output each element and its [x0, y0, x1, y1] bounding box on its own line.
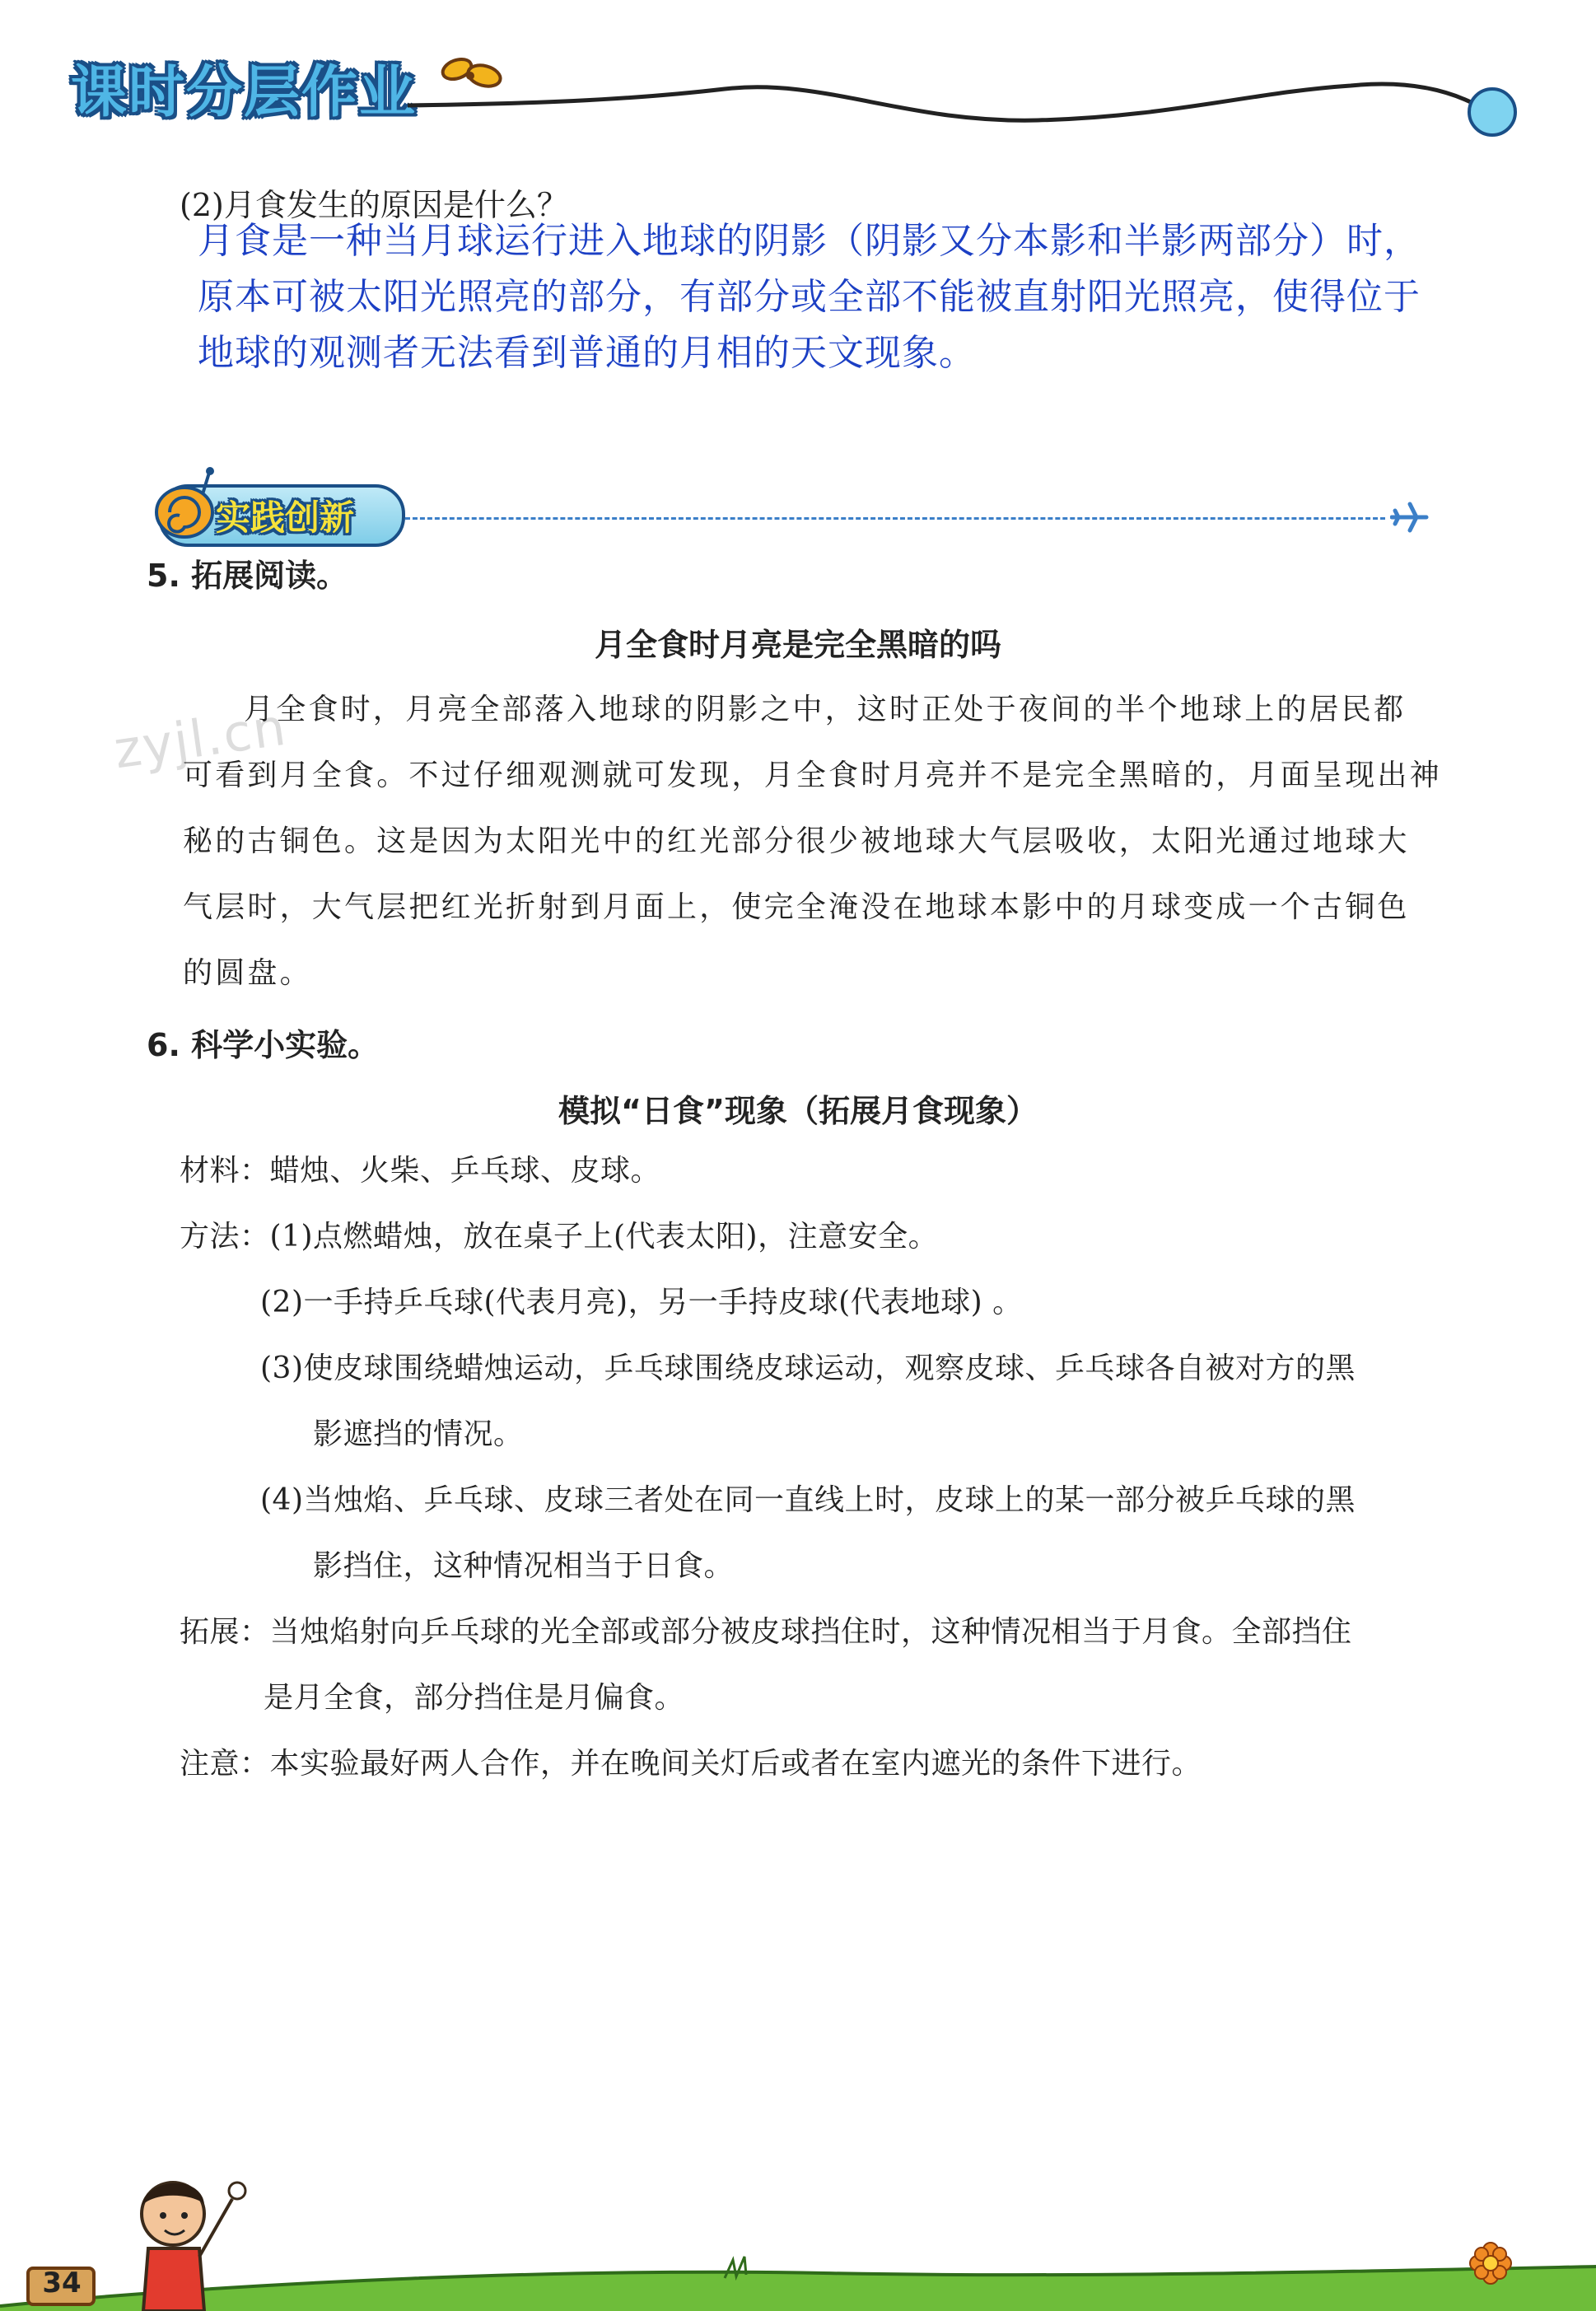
header-decoration — [0, 0, 1596, 165]
method-step-3a: (3)使皮球围绕蜡烛运动，乒乓球围绕皮球运动，观察皮球、乒乓球各自被对方的黑 — [260, 1352, 1356, 1385]
section-label: 实践创新 — [216, 497, 355, 538]
globe-icon — [1469, 89, 1515, 135]
answer-line-1: 月食是一种当月球运行进入地球的阴影（阴影又分本影和半影两部分）时， — [198, 220, 1421, 262]
question-2-prompt: (2)月食发生的原因是什么？ — [180, 187, 568, 223]
airplane-icon — [1390, 501, 1430, 534]
item-6-title: 模拟“日食”现象（拓展月食现象） — [558, 1093, 1038, 1129]
reading-line-1: 月全食时，月亮全部落入地球的阴影之中，这时正处于夜间的半个地球上的居民都 — [244, 693, 1407, 726]
answer-line-2: 原本可被太阳光照亮的部分，有部分或全部不能被直射阳光照亮，使得位于 — [198, 276, 1421, 318]
answer-line-3: 地球的观测者无法看到普通的月相的天文现象。 — [198, 332, 976, 374]
item-5-heading: 5. 拓展阅读。 — [147, 558, 348, 594]
note-line: 注意：本实验最好两人合作，并在晚间关灯后或者在室内遮光的条件下进行。 — [180, 1747, 1202, 1781]
method-step-1: 方法：(1)点燃蜡烛，放在桌子上(代表太阳)，注意安全。 — [180, 1220, 939, 1254]
flower-icon — [1466, 2240, 1515, 2298]
reading-line-3: 秘的古铜色。这是因为太阳光中的红光部分很少被地球大气层吸收，太阳光通过地球大 — [183, 824, 1410, 858]
reading-line-4: 气层时，大气层把红光折射到月面上，使完全淹没在地球本影中的月球变成一个古铜色 — [183, 890, 1410, 924]
method-step-4a: (4)当烛焰、乒乓球、皮球三者处在同一直线上时，皮球上的某一部分被乒乓球的黑 — [260, 1483, 1356, 1517]
reading-line-5: 的圆盘。 — [183, 956, 312, 990]
header-title: 课时分层作业 — [71, 60, 418, 125]
snail-icon — [145, 461, 227, 544]
item-6-heading: 6. 科学小实验。 — [147, 1027, 380, 1063]
materials-line: 材料：蜡烛、火柴、乒乓球、皮球。 — [180, 1154, 661, 1188]
method-step-3b: 影遮挡的情况。 — [313, 1417, 524, 1451]
butterfly-icon — [440, 56, 502, 90]
method-step-2: (2)一手持乒乓球(代表月亮)，另一手持皮球(代表地球) 。 — [260, 1286, 1023, 1319]
extension-line-a: 拓展：当烛焰射向乒乓球的光全部或部分被皮球挡住时，这种情况相当于月食。全部挡住 — [180, 1615, 1352, 1649]
page-number: 34 — [42, 2267, 82, 2299]
item-5-title: 月全食时月亮是完全黑暗的吗 — [594, 627, 1001, 663]
extension-line-b: 是月全食，部分挡住是月偏食。 — [264, 1681, 685, 1715]
boy-illustration — [124, 2166, 264, 2311]
reading-line-2: 可看到月全食。不过仔细观测就可发现，月全食时月亮并不是完全黑暗的，月面呈现出神 — [183, 759, 1442, 792]
method-step-4b: 影挡住，这种情况相当于日食。 — [313, 1549, 735, 1583]
watermark: zyjl.cn — [110, 696, 291, 781]
section-divider — [405, 517, 1385, 520]
